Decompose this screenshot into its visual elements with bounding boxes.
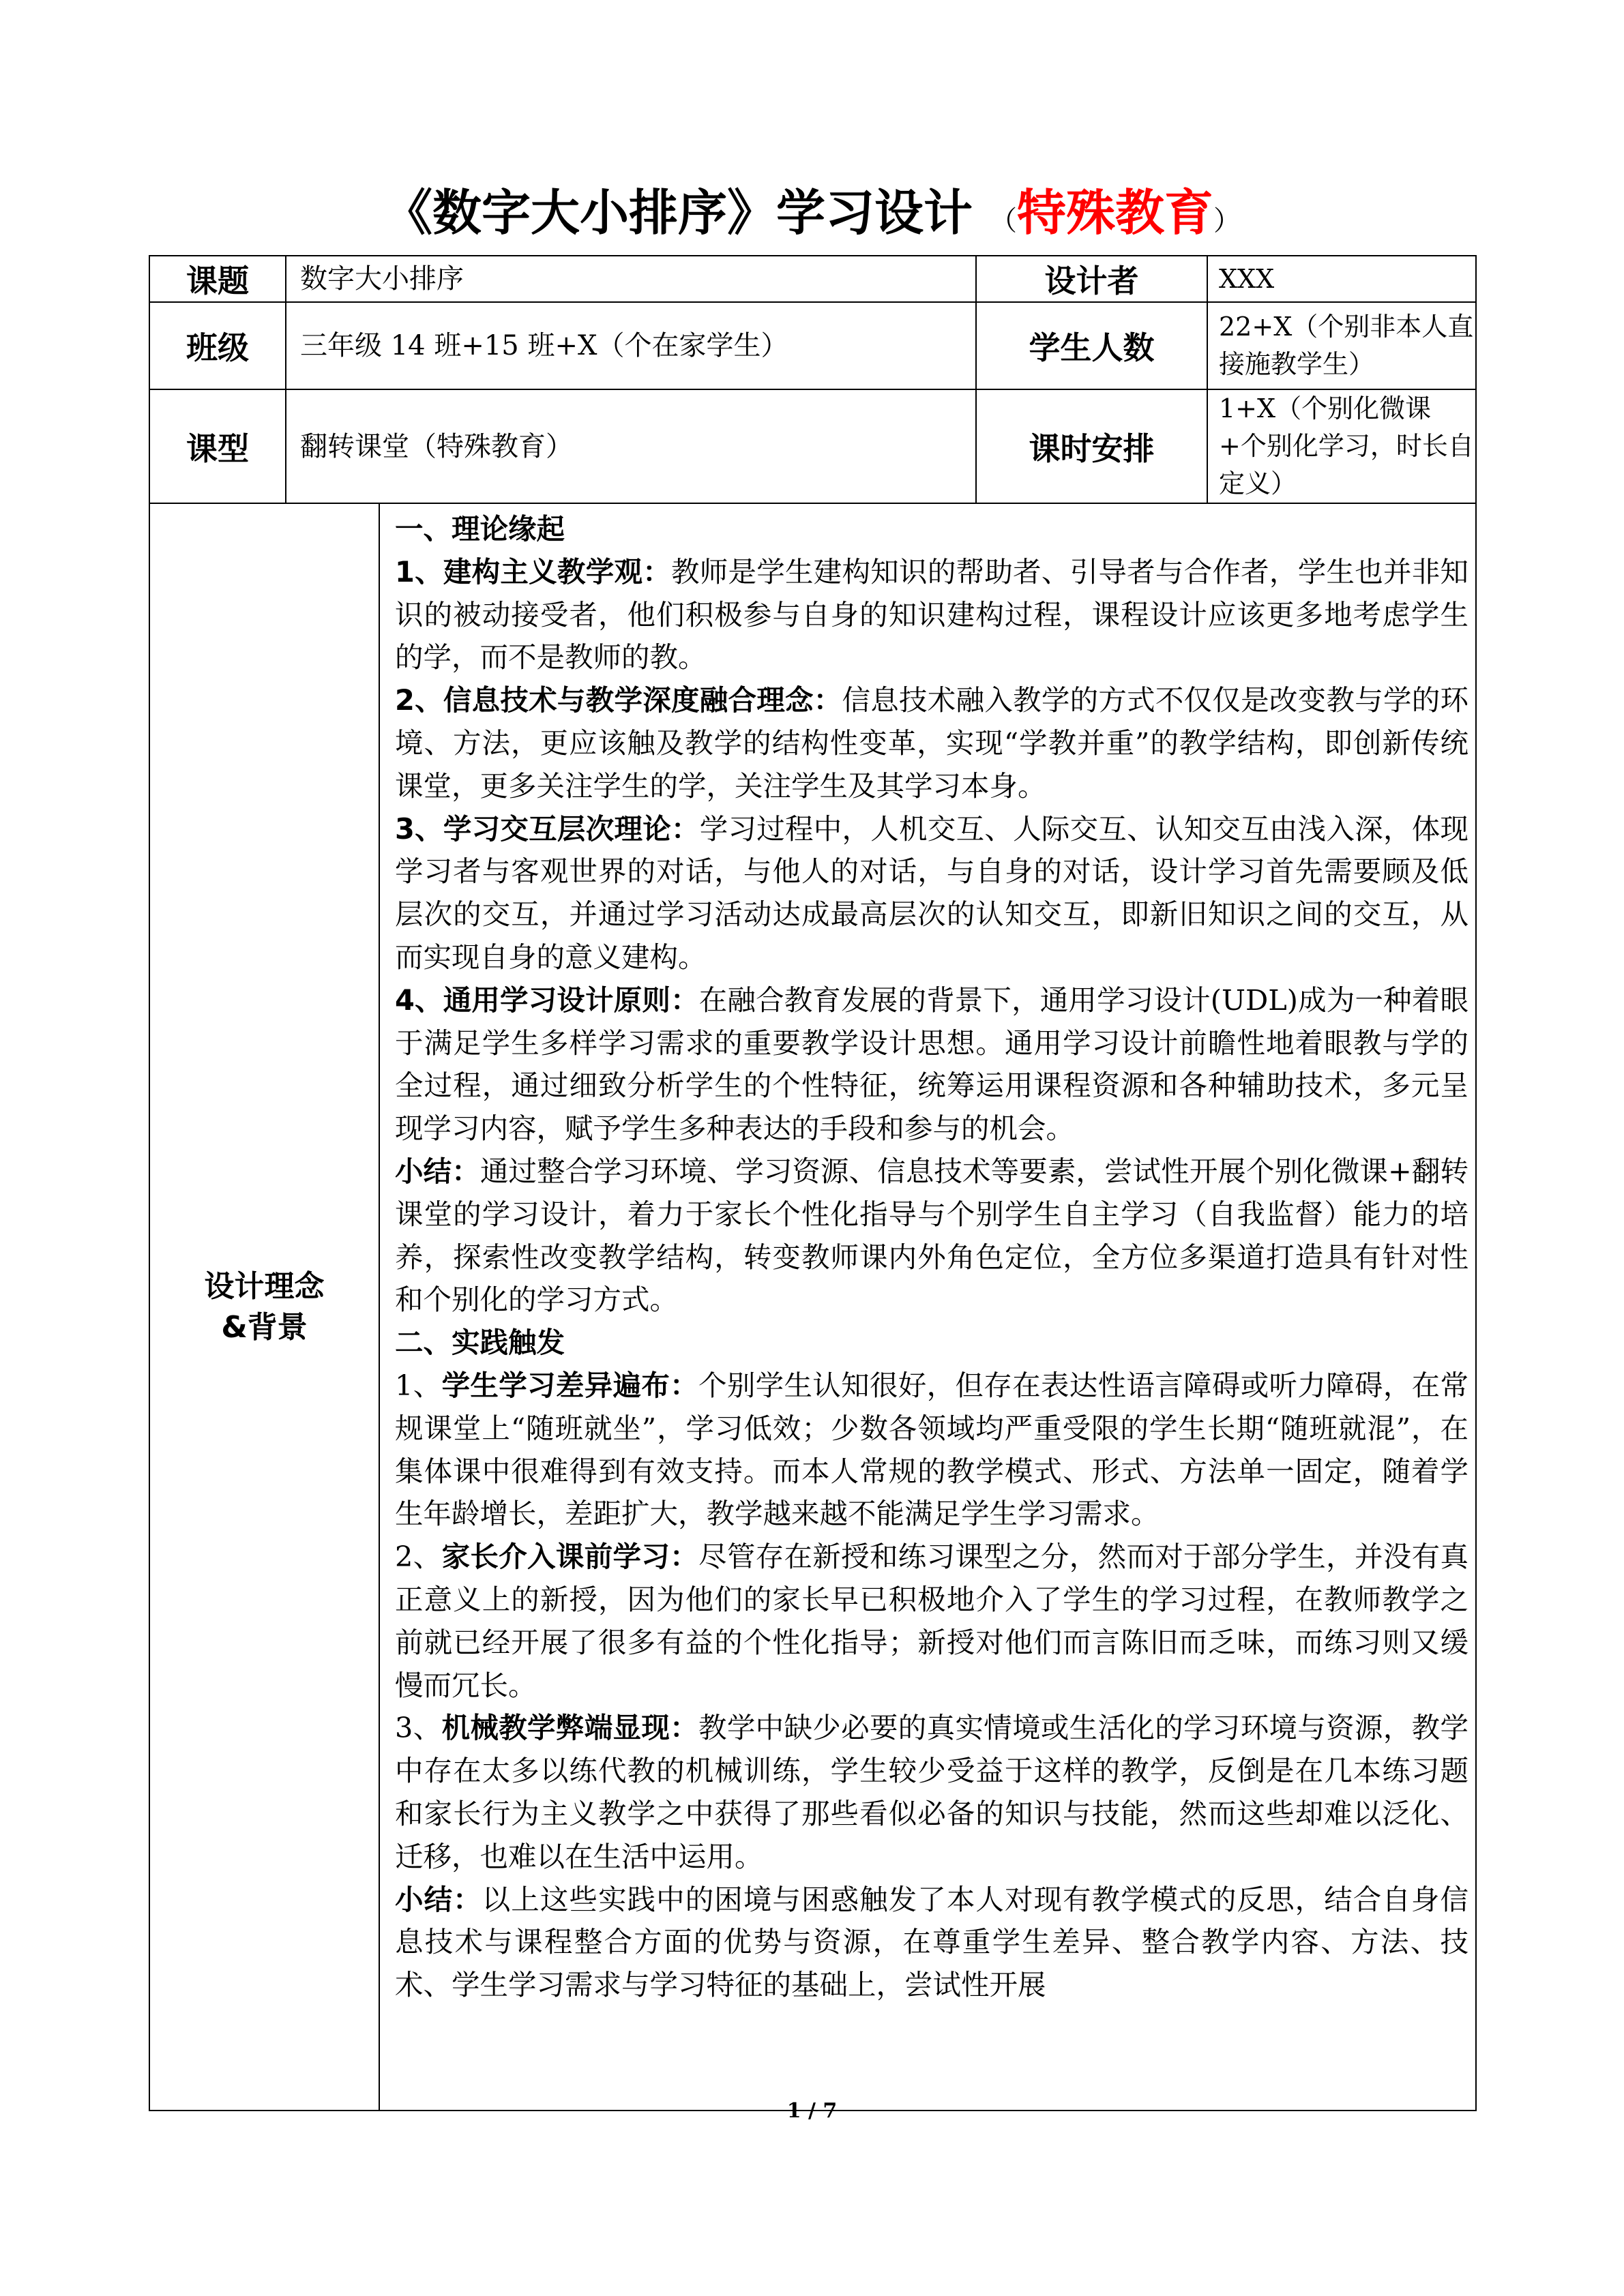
table-row [149, 256, 1476, 302]
paragraph-it-integration: 2、信息技术与教学深度融合理念：信息技术融入教学的方式不仅仅是改变教与学的环境、方法，更应该触及教学的结构性变革，实现“学教并重”的教学结构，即创新传统课堂，更多关注学生的学，关注学生及其学习本身。 [395, 683, 1468, 803]
class-value: 三年级 14 班+15 班+X（个在家学生） [286, 302, 976, 389]
schedule-value: 1+X（个别化微课+个别化学习，时长自定义） [1207, 389, 1476, 503]
document-title [0, 179, 1624, 255]
title-paren-close: ） [1213, 205, 1241, 237]
design-table [149, 255, 1477, 2111]
topic-label: 课题 [149, 256, 286, 302]
students-count-value: 22+X（个别非本人直接施教学生） [1207, 302, 1476, 389]
table-row [149, 389, 1476, 503]
paragraph-interaction-levels: 3、学习交互层次理论：学习过程中，人机交互、人际交互、认知交互由浅入深，体现学习者与客观世界的对话，与他人的对话，与自身的对话，设计学习首先需要顾及低层次的交互，并通过学习活动达成最高层次的认知交互，即新旧知识之间的交互，从而实现自身的意义建构。 [395, 811, 1468, 974]
paragraph-mechanical-teaching: 3、机械教学弊端显现：教学中缺少必要的真实情境或生活化的学习环境与资源，教学中存在太多以练代教的机械训练，学生较少受益于这样的教学，反倒是在几本练习题和家长行为主义教学之中获得了那些看似必备的知识与技能，然而这些却难以泛化、迁移，也难以在生活中运用。 [395, 1711, 1468, 1873]
lesson-type-label: 课型 [149, 389, 286, 503]
paragraph-udl: 4、通用学习设计原则：在融合教育发展的背景下，通用学习设计(UDL)成为一种着眼于满足学生多样学习需求的重要教学设计思想。通用学习设计前瞻性地着眼教与学的全过程，通过细致分析学生的个性特征，统筹运用课程资源和各种辅助技术，多元呈现学习内容，赋予学生多种表达的手段和参与的机会。 [395, 983, 1468, 1146]
schedule-label: 课时安排 [976, 389, 1207, 503]
section-heading-theory: 一、理论缘起 [395, 512, 565, 546]
paragraph-summary-1: 小结：通过整合学习环境、学习资源、信息技术等要素，尝试性开展个别化微课+翻转课堂的学习设计，着力于家长个性化指导与个别学生自主学习（自我监督）能力的培养，探索性改变教学结构，转变教师课内外角色定位，全方位多渠道打造具有针对性和个别化的学习方式。 [395, 1154, 1468, 1317]
paragraph-constructivism: 1、建构主义教学观：教师是学生建构知识的帮助者、引导者与合作者，学生也并非知识的被动接受者，他们积极参与自身的知识建构过程，课程设计应该更多地考虑学生的学，而不是教师的教。 [395, 554, 1468, 674]
title-paren-open: （ [990, 205, 1018, 237]
students-count-label: 学生人数 [976, 302, 1207, 389]
title-special-education: 特殊教育 [1017, 184, 1214, 241]
paragraph-student-differences: 1、学生学习差异遍布：个别学生认知很好，但存在表达性语言障碍或听力障碍，在常规课堂上“随班就坐”，学习低效；少数各领域均严重受限的学生长期“随班就混”，在集体课中很难得到有效支持。而本人常规的教学模式、形式、方法单一固定，随着学生年龄增长，差距扩大，教学越来越不能满足学生学习需求。 [395, 1368, 1468, 1531]
section-heading-practice: 二、实践触发 [395, 1326, 565, 1360]
designer-value: XXX [1207, 256, 1476, 302]
topic-value: 数字大小排序 [286, 256, 976, 302]
design-concept-label-line2: &背景 [221, 1309, 308, 1345]
design-concept-label [149, 503, 379, 2111]
design-concept-content [379, 503, 1476, 2111]
table-row [149, 302, 1476, 389]
title-main: 《数字大小排序》学习设计 [383, 184, 973, 241]
designer-label: 设计者 [976, 256, 1207, 302]
table-row [149, 503, 1476, 2111]
page-number: 1 / 7 [786, 2099, 838, 2123]
paragraph-summary-2: 小结：以上这些实践中的困境与困惑触发了本人对现有教学模式的反思，结合自身信息技术与课程整合方面的优势与资源，在尊重学生差异、整合教学内容、方法、技术、学生学习需求与学习特征的基础上，尝试性开展 [395, 1882, 1468, 2002]
paragraph-parent-involvement: 2、家长介入课前学习：尽管存在新授和练习课型之分，然而对于部分学生，并没有真正意义上的新授，因为他们的家长早已积极地介入了学生的学习过程，在教师教学之前就已经开展了很多有益的个性化指导；新授对他们而言陈旧而乏味，而练习则又缓慢而冗长。 [395, 1540, 1468, 1702]
class-label: 班级 [149, 302, 286, 389]
lesson-type-value: 翻转课堂（特殊教育） [286, 389, 976, 503]
design-concept-label-line1: 设计理念 [204, 1268, 325, 1304]
